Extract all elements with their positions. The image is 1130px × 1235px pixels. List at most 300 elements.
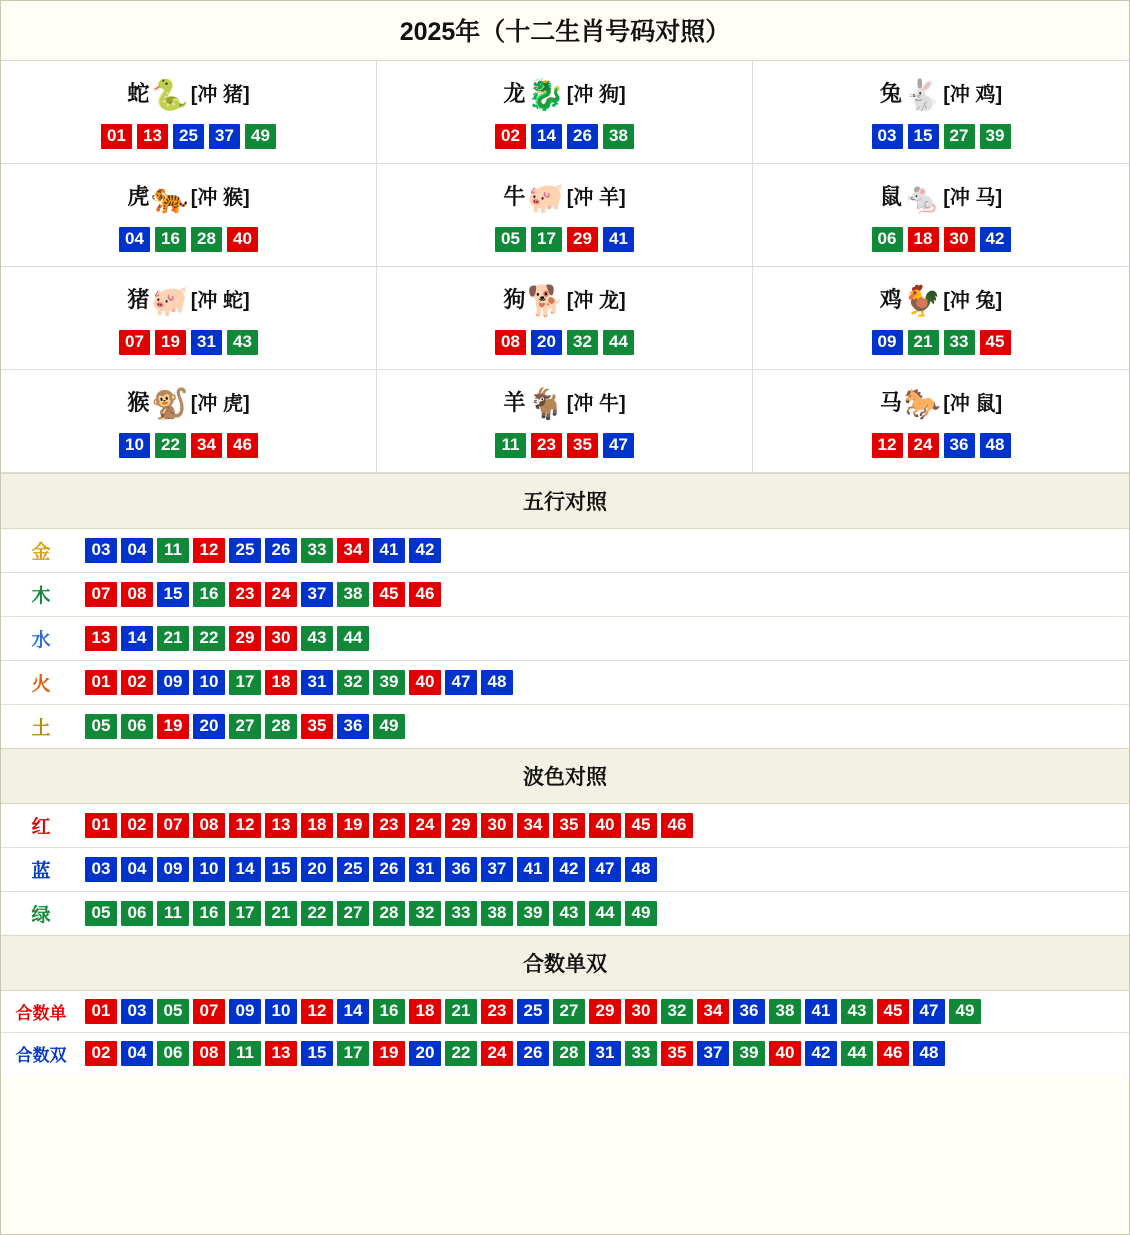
number-chip: 07 bbox=[85, 582, 117, 607]
number-chip: 44 bbox=[841, 1041, 873, 1066]
table-row bbox=[1, 892, 1129, 935]
number-chip: 48 bbox=[481, 670, 513, 695]
snake-icon: 🐍 bbox=[151, 79, 189, 112]
number-chip: 32 bbox=[337, 670, 369, 695]
number-chip: 42 bbox=[805, 1041, 837, 1066]
zodiac-heading bbox=[753, 384, 1129, 424]
number-chip: 28 bbox=[553, 1041, 585, 1066]
zodiac-clash-label: [冲 龙] bbox=[566, 290, 626, 312]
number-chip: 17 bbox=[531, 227, 562, 252]
number-chip: 47 bbox=[589, 857, 621, 882]
zodiac-number-row bbox=[1, 433, 376, 458]
zodiac-cell bbox=[377, 267, 753, 370]
zodiac-cell bbox=[753, 267, 1129, 370]
zodiac-animal-label: 猪 bbox=[127, 287, 150, 312]
number-chip: 37 bbox=[481, 857, 513, 882]
number-chip: 46 bbox=[661, 813, 693, 838]
number-chip: 33 bbox=[301, 538, 333, 563]
number-chip: 24 bbox=[908, 433, 939, 458]
number-chip: 46 bbox=[409, 582, 441, 607]
table-row bbox=[1, 1033, 1129, 1074]
tiger-icon: 🐅 bbox=[151, 182, 189, 215]
ox-icon: 🐖 bbox=[527, 182, 565, 215]
number-chip: 05 bbox=[85, 714, 117, 739]
number-chip: 49 bbox=[373, 714, 405, 739]
zodiac-clash-label: [冲 牛] bbox=[566, 393, 626, 415]
bose-table bbox=[1, 804, 1129, 935]
number-chip: 10 bbox=[193, 670, 225, 695]
number-chip: 16 bbox=[193, 582, 225, 607]
table-row bbox=[1, 661, 1129, 705]
number-chip: 01 bbox=[85, 670, 117, 695]
number-chip: 29 bbox=[445, 813, 477, 838]
number-chip: 43 bbox=[227, 330, 258, 355]
number-chip: 42 bbox=[553, 857, 585, 882]
dragon-icon: 🐉 bbox=[527, 79, 565, 112]
number-chip: 09 bbox=[157, 857, 189, 882]
monkey-icon: 🐒 bbox=[151, 388, 189, 421]
number-chip: 35 bbox=[567, 433, 598, 458]
number-chip: 14 bbox=[531, 124, 562, 149]
number-chip: 49 bbox=[625, 901, 657, 926]
zodiac-clash-label: [冲 狗] bbox=[566, 84, 626, 106]
number-chip: 14 bbox=[337, 999, 369, 1024]
number-chip: 45 bbox=[373, 582, 405, 607]
number-chip: 27 bbox=[229, 714, 261, 739]
wuxing-section-title: 五行对照 bbox=[1, 473, 1129, 529]
zodiac-number-row bbox=[1, 124, 376, 149]
number-chip: 40 bbox=[589, 813, 621, 838]
number-chip: 34 bbox=[697, 999, 729, 1024]
number-chip: 48 bbox=[913, 1041, 945, 1066]
rabbit-icon: 🐇 bbox=[903, 79, 942, 112]
number-chip: 09 bbox=[229, 999, 261, 1024]
number-chip: 29 bbox=[589, 999, 621, 1024]
number-chip: 37 bbox=[697, 1041, 729, 1066]
number-chip: 15 bbox=[908, 124, 939, 149]
number-chip: 08 bbox=[121, 582, 153, 607]
number-chip: 03 bbox=[872, 124, 903, 149]
zodiac-cell bbox=[753, 61, 1129, 164]
number-chip: 16 bbox=[155, 227, 186, 252]
number-chip: 38 bbox=[769, 999, 801, 1024]
number-chip: 04 bbox=[119, 227, 150, 252]
number-chip: 21 bbox=[908, 330, 939, 355]
zodiac-number-row bbox=[1, 227, 376, 252]
number-chip: 33 bbox=[944, 330, 975, 355]
number-chip: 45 bbox=[877, 999, 909, 1024]
number-chip: 17 bbox=[229, 901, 261, 926]
row-label: 绿 bbox=[31, 905, 51, 926]
number-chip: 36 bbox=[733, 999, 765, 1024]
number-chip: 38 bbox=[603, 124, 634, 149]
number-chip: 13 bbox=[265, 813, 297, 838]
zodiac-number-row bbox=[377, 433, 752, 458]
number-chip: 47 bbox=[913, 999, 945, 1024]
number-chip: 45 bbox=[980, 330, 1011, 355]
page-title: 2025年（十二生肖号码对照） bbox=[1, 1, 1129, 61]
table-row bbox=[1, 848, 1129, 892]
number-chip: 41 bbox=[603, 227, 634, 252]
number-chip: 37 bbox=[301, 582, 333, 607]
number-chip: 04 bbox=[121, 857, 153, 882]
rooster-icon: 🐓 bbox=[903, 285, 942, 318]
number-chip: 10 bbox=[265, 999, 297, 1024]
number-chip: 19 bbox=[373, 1041, 405, 1066]
zodiac-clash-label: [冲 猪] bbox=[190, 84, 250, 106]
row-label: 土 bbox=[31, 718, 51, 739]
zodiac-cell bbox=[1, 61, 377, 164]
number-chip: 32 bbox=[409, 901, 441, 926]
number-chip: 01 bbox=[85, 813, 117, 838]
number-chip: 18 bbox=[301, 813, 333, 838]
row-label: 木 bbox=[31, 586, 51, 607]
number-chip: 11 bbox=[229, 1041, 261, 1066]
table-row bbox=[1, 991, 1129, 1033]
number-chip: 09 bbox=[872, 330, 903, 355]
number-chip: 20 bbox=[409, 1041, 441, 1066]
zodiac-cell bbox=[377, 370, 753, 473]
number-chip: 02 bbox=[495, 124, 526, 149]
zodiac-clash-label: [冲 虎] bbox=[190, 393, 250, 415]
row-label: 合数双 bbox=[15, 1046, 67, 1065]
number-chip: 04 bbox=[121, 1041, 153, 1066]
number-chip: 20 bbox=[193, 714, 225, 739]
number-chip: 17 bbox=[337, 1041, 369, 1066]
zodiac-cell bbox=[1, 164, 377, 267]
zodiac-number-row bbox=[753, 124, 1129, 149]
number-chip: 23 bbox=[373, 813, 405, 838]
zodiac-heading bbox=[753, 75, 1129, 115]
number-chip: 23 bbox=[229, 582, 261, 607]
number-chip: 07 bbox=[193, 999, 225, 1024]
number-chip: 43 bbox=[841, 999, 873, 1024]
table-row bbox=[1, 705, 1129, 748]
number-chip: 35 bbox=[553, 813, 585, 838]
table-row bbox=[1, 804, 1129, 848]
number-chip: 32 bbox=[661, 999, 693, 1024]
number-chip: 31 bbox=[409, 857, 441, 882]
zodiac-animal-label: 鼠 bbox=[879, 184, 902, 209]
number-chip: 04 bbox=[121, 538, 153, 563]
number-chip: 15 bbox=[265, 857, 297, 882]
zodiac-clash-label: [冲 兔] bbox=[943, 290, 1003, 312]
number-chip: 36 bbox=[944, 433, 975, 458]
row-number-list bbox=[81, 574, 1129, 615]
number-chip: 12 bbox=[301, 999, 333, 1024]
number-chip: 18 bbox=[908, 227, 939, 252]
horse-icon: 🐎 bbox=[903, 388, 942, 421]
number-chip: 01 bbox=[85, 999, 117, 1024]
number-chip: 14 bbox=[229, 857, 261, 882]
number-chip: 39 bbox=[733, 1041, 765, 1066]
number-chip: 40 bbox=[409, 670, 441, 695]
number-chip: 44 bbox=[589, 901, 621, 926]
number-chip: 39 bbox=[980, 124, 1011, 149]
row-number-list bbox=[81, 1033, 1129, 1074]
number-chip: 38 bbox=[337, 582, 369, 607]
number-chip: 10 bbox=[193, 857, 225, 882]
number-chip: 33 bbox=[445, 901, 477, 926]
number-chip: 47 bbox=[603, 433, 634, 458]
zodiac-heading bbox=[1, 384, 376, 424]
number-chip: 21 bbox=[265, 901, 297, 926]
number-chip: 03 bbox=[121, 999, 153, 1024]
number-chip: 46 bbox=[877, 1041, 909, 1066]
number-chip: 41 bbox=[373, 538, 405, 563]
number-chip: 35 bbox=[661, 1041, 693, 1066]
zodiac-number-row bbox=[1, 330, 376, 355]
number-chip: 18 bbox=[409, 999, 441, 1024]
row-number-list bbox=[81, 618, 1129, 659]
zodiac-clash-label: [冲 蛇] bbox=[190, 290, 250, 312]
zodiac-animal-label: 猴 bbox=[127, 390, 150, 415]
number-chip: 22 bbox=[301, 901, 333, 926]
zodiac-animal-label: 龙 bbox=[503, 81, 526, 106]
number-chip: 03 bbox=[85, 857, 117, 882]
zodiac-cell bbox=[1, 370, 377, 473]
zodiac-animal-label: 牛 bbox=[503, 184, 526, 209]
zodiac-cell bbox=[753, 164, 1129, 267]
number-chip: 34 bbox=[191, 433, 222, 458]
number-chip: 13 bbox=[265, 1041, 297, 1066]
zodiac-number-row bbox=[377, 330, 752, 355]
zodiac-clash-label: [冲 鸡] bbox=[943, 84, 1003, 106]
number-chip: 34 bbox=[517, 813, 549, 838]
number-chip: 22 bbox=[155, 433, 186, 458]
number-chip: 13 bbox=[137, 124, 168, 149]
bose-section-title: 波色对照 bbox=[1, 748, 1129, 804]
number-chip: 30 bbox=[944, 227, 975, 252]
number-chip: 27 bbox=[337, 901, 369, 926]
number-chip: 26 bbox=[567, 124, 598, 149]
number-chip: 07 bbox=[157, 813, 189, 838]
zodiac-heading bbox=[377, 75, 752, 115]
number-chip: 48 bbox=[625, 857, 657, 882]
row-number-list bbox=[81, 706, 1129, 747]
table-row bbox=[1, 573, 1129, 617]
zodiac-number-row bbox=[753, 330, 1129, 355]
number-chip: 31 bbox=[589, 1041, 621, 1066]
row-number-list bbox=[81, 991, 1129, 1032]
number-chip: 01 bbox=[101, 124, 132, 149]
number-chip: 35 bbox=[301, 714, 333, 739]
number-chip: 08 bbox=[193, 1041, 225, 1066]
zodiac-heading bbox=[753, 281, 1129, 321]
number-chip: 18 bbox=[265, 670, 297, 695]
number-chip: 09 bbox=[157, 670, 189, 695]
number-chip: 24 bbox=[409, 813, 441, 838]
number-chip: 03 bbox=[85, 538, 117, 563]
number-chip: 25 bbox=[229, 538, 261, 563]
zodiac-animal-label: 马 bbox=[879, 390, 902, 415]
number-chip: 08 bbox=[193, 813, 225, 838]
hesu-table bbox=[1, 991, 1129, 1074]
number-chip: 12 bbox=[229, 813, 261, 838]
number-chip: 41 bbox=[517, 857, 549, 882]
zodiac-heading bbox=[377, 281, 752, 321]
number-chip: 16 bbox=[193, 901, 225, 926]
number-chip: 13 bbox=[85, 626, 117, 651]
number-chip: 19 bbox=[157, 714, 189, 739]
number-chip: 12 bbox=[872, 433, 903, 458]
number-chip: 15 bbox=[301, 1041, 333, 1066]
number-chip: 21 bbox=[157, 626, 189, 651]
wuxing-table bbox=[1, 529, 1129, 748]
number-chip: 39 bbox=[373, 670, 405, 695]
number-chip: 44 bbox=[337, 626, 369, 651]
number-chip: 48 bbox=[980, 433, 1011, 458]
rat-icon: 🐁 bbox=[903, 182, 942, 215]
zodiac-clash-label: [冲 马] bbox=[943, 187, 1003, 209]
number-chip: 40 bbox=[769, 1041, 801, 1066]
number-chip: 49 bbox=[245, 124, 276, 149]
number-chip: 05 bbox=[85, 901, 117, 926]
number-chip: 49 bbox=[949, 999, 981, 1024]
zodiac-clash-label: [冲 羊] bbox=[566, 187, 626, 209]
pig-icon: 🐖 bbox=[151, 285, 189, 318]
number-chip: 11 bbox=[157, 538, 189, 563]
number-chip: 23 bbox=[481, 999, 513, 1024]
number-chip: 31 bbox=[301, 670, 333, 695]
number-chip: 37 bbox=[209, 124, 240, 149]
number-chip: 43 bbox=[553, 901, 585, 926]
number-chip: 24 bbox=[265, 582, 297, 607]
row-label: 合数单 bbox=[15, 1004, 67, 1023]
zodiac-number-row bbox=[377, 227, 752, 252]
number-chip: 45 bbox=[625, 813, 657, 838]
number-chip: 16 bbox=[373, 999, 405, 1024]
number-chip: 20 bbox=[301, 857, 333, 882]
number-chip: 06 bbox=[872, 227, 903, 252]
table-row bbox=[1, 529, 1129, 573]
number-chip: 47 bbox=[445, 670, 477, 695]
row-label: 蓝 bbox=[31, 861, 51, 882]
number-chip: 23 bbox=[531, 433, 562, 458]
number-chip: 38 bbox=[481, 901, 513, 926]
number-chip: 28 bbox=[191, 227, 222, 252]
zodiac-number-row bbox=[753, 227, 1129, 252]
number-chip: 26 bbox=[373, 857, 405, 882]
number-chip: 42 bbox=[980, 227, 1011, 252]
row-label: 水 bbox=[31, 630, 51, 651]
number-chip: 26 bbox=[517, 1041, 549, 1066]
number-chip: 14 bbox=[121, 626, 153, 651]
zodiac-animal-label: 兔 bbox=[879, 81, 902, 106]
number-chip: 17 bbox=[229, 670, 261, 695]
row-number-list bbox=[81, 805, 1129, 846]
table-row bbox=[1, 617, 1129, 661]
zodiac-heading bbox=[1, 178, 376, 218]
number-chip: 43 bbox=[301, 626, 333, 651]
zodiac-animal-label: 羊 bbox=[503, 390, 526, 415]
zodiac-heading bbox=[377, 384, 752, 424]
number-chip: 36 bbox=[445, 857, 477, 882]
number-chip: 27 bbox=[553, 999, 585, 1024]
number-chip: 08 bbox=[495, 330, 526, 355]
row-label: 火 bbox=[31, 674, 51, 695]
number-chip: 06 bbox=[121, 901, 153, 926]
number-chip: 25 bbox=[173, 124, 204, 149]
number-chip: 22 bbox=[445, 1041, 477, 1066]
number-chip: 15 bbox=[157, 582, 189, 607]
row-number-list bbox=[81, 662, 1129, 703]
zodiac-number-row bbox=[753, 433, 1129, 458]
number-chip: 22 bbox=[193, 626, 225, 651]
goat-icon: 🐐 bbox=[527, 388, 565, 421]
number-chip: 11 bbox=[157, 901, 189, 926]
number-chip: 25 bbox=[517, 999, 549, 1024]
number-chip: 30 bbox=[265, 626, 297, 651]
zodiac-heading bbox=[1, 75, 376, 115]
zodiac-cell bbox=[1, 267, 377, 370]
row-number-list bbox=[81, 893, 1129, 934]
number-chip: 06 bbox=[121, 714, 153, 739]
number-chip: 20 bbox=[531, 330, 562, 355]
number-chip: 28 bbox=[373, 901, 405, 926]
zodiac-number-row bbox=[377, 124, 752, 149]
number-chip: 27 bbox=[944, 124, 975, 149]
zodiac-animal-label: 蛇 bbox=[127, 81, 150, 106]
row-label: 红 bbox=[31, 817, 51, 838]
zodiac-animal-label: 鸡 bbox=[879, 287, 902, 312]
number-chip: 19 bbox=[155, 330, 186, 355]
dog-icon: 🐕 bbox=[527, 285, 565, 318]
number-chip: 28 bbox=[265, 714, 297, 739]
zodiac-cell bbox=[377, 164, 753, 267]
number-chip: 30 bbox=[481, 813, 513, 838]
zodiac-grid bbox=[1, 61, 1129, 473]
number-chip: 05 bbox=[157, 999, 189, 1024]
number-chip: 02 bbox=[85, 1041, 117, 1066]
zodiac-clash-label: [冲 鼠] bbox=[943, 393, 1003, 415]
number-chip: 39 bbox=[517, 901, 549, 926]
number-chip: 42 bbox=[409, 538, 441, 563]
row-number-list bbox=[81, 530, 1129, 571]
number-chip: 29 bbox=[567, 227, 598, 252]
number-chip: 05 bbox=[495, 227, 526, 252]
number-chip: 12 bbox=[193, 538, 225, 563]
hesu-section-title: 合数单双 bbox=[1, 935, 1129, 991]
number-chip: 30 bbox=[625, 999, 657, 1024]
zodiac-heading bbox=[753, 178, 1129, 218]
zodiac-cell bbox=[377, 61, 753, 164]
row-number-list bbox=[81, 849, 1129, 890]
number-chip: 34 bbox=[337, 538, 369, 563]
zodiac-animal-label: 狗 bbox=[503, 287, 526, 312]
number-chip: 07 bbox=[119, 330, 150, 355]
number-chip: 46 bbox=[227, 433, 258, 458]
number-chip: 02 bbox=[121, 670, 153, 695]
number-chip: 33 bbox=[625, 1041, 657, 1066]
zodiac-clash-label: [冲 猴] bbox=[190, 187, 250, 209]
zodiac-animal-label: 虎 bbox=[127, 184, 150, 209]
number-chip: 25 bbox=[337, 857, 369, 882]
zodiac-heading bbox=[377, 178, 752, 218]
number-chip: 31 bbox=[191, 330, 222, 355]
number-chip: 44 bbox=[603, 330, 634, 355]
number-chip: 26 bbox=[265, 538, 297, 563]
number-chip: 11 bbox=[495, 433, 526, 458]
number-chip: 29 bbox=[229, 626, 261, 651]
number-chip: 10 bbox=[119, 433, 150, 458]
row-label: 金 bbox=[31, 542, 51, 563]
number-chip: 19 bbox=[337, 813, 369, 838]
number-chip: 02 bbox=[121, 813, 153, 838]
number-chip: 36 bbox=[337, 714, 369, 739]
number-chip: 40 bbox=[227, 227, 258, 252]
number-chip: 41 bbox=[805, 999, 837, 1024]
